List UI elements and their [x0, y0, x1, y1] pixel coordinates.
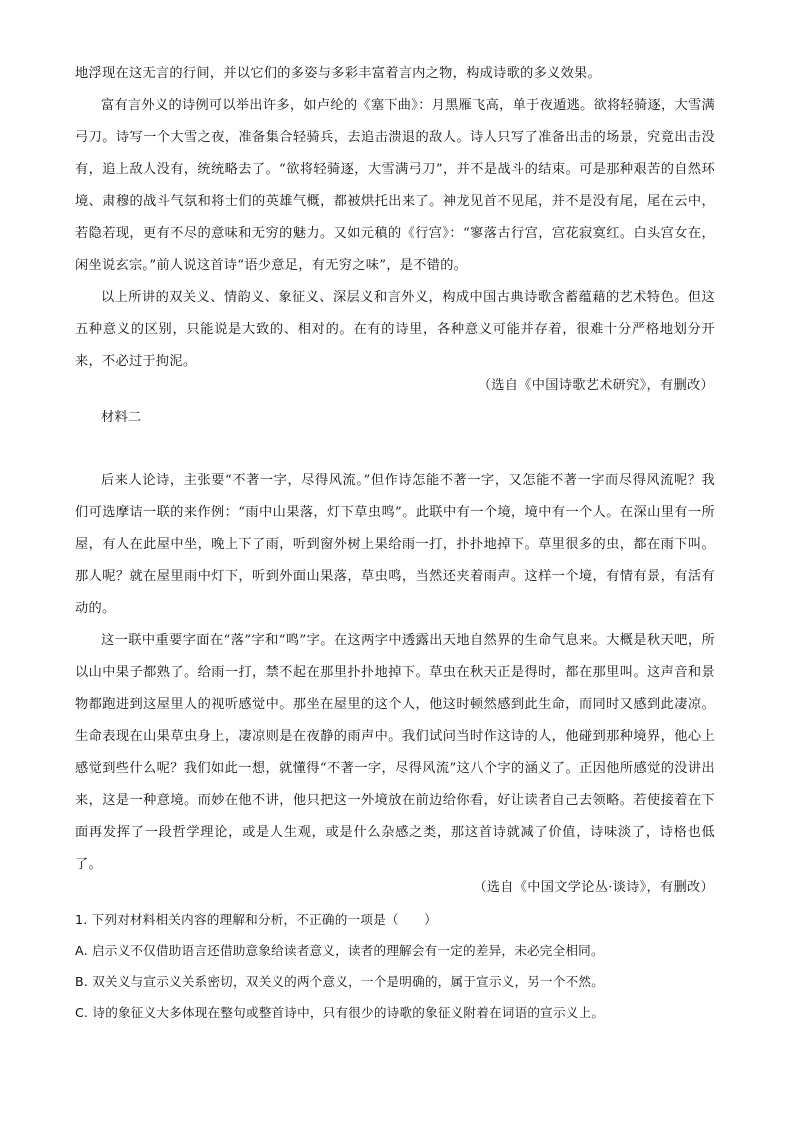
material-one-continued-paragraph: 地浮现在这无言的行间，并以它们的多姿与多彩丰富着言内之物，构成诗歌的多义效果。 — [75, 66, 602, 81]
material-one-source: （选自《中国诗歌艺术研究》，有删改） — [477, 378, 714, 393]
material-one-paragraph-summary: 以上所讲的双关义、情韵义、象征义、深层义和言外义，构成中国古典诗歌含蓄蕴藉的艺术特色。但这五种意义的区别，只能说是大致的、相对的。在有的诗里，各种意义可能并存着，很难十分严格地划分开来，不必过于拘泥。 — [75, 290, 715, 369]
question-stem: 1. 下列对材料相关内容的理解和分析，不正确的一项是（ ） — [75, 912, 438, 927]
material-one-paragraph-outer-meaning: 富有言外义的诗例可以举出许多，如卢纶的《塞下曲》：月黑雁飞高，单于夜遁逃。欲将轻骑逐，大雪满弓刀。诗写一个大雪之夜，准备集合轻骑兵，去追击溃退的敌人。诗人只写了准备出击的场景，究竟出击没有，追上敌人没有，统统略去了。“欲将轻骑逐，大雪满弓刀”，并不是战斗的结束。可是那种艰苦的自然环境、肃穆的战斗气氛和将士们的英雄气概，都被烘托出来了。神龙见首不见尾，并不是没有尾，尾在云中，若隐若现，更有不尽的意味和无穷的魅力。又如元稹的《行宫》：“寥落古行宫，宫花寂寞红。白头宫女在，闲坐说玄宗。”前人说这首诗“语少意足，有无穷之味”，是不错的。 — [75, 98, 715, 273]
question-option-a: A. 启示义不仅借助语言还借助意象给读者意义，读者的理解会有一定的差异，未必完全相同。 — [75, 943, 604, 958]
material-two-source: （选自《中国文学论丛·谈诗》，有删改） — [473, 880, 714, 895]
material-two-paragraph-analysis: 这一联中重要字面在“落”字和“鸣”字。在这两字中透露出天地自然界的生命气息来。大概是秋天吧，所以山中果子都熟了。给雨一打，禁不起在那里扑扑地掉下。草虫在秋天正是得时，都在那里叫。这声音和景物都跑进到这屋里人的视听感觉中。那坐在屋里的这个人，他这时顿然感到此生命，而同时又感到此凄凉。生命表现在山果草虫身上，凄凉则是在夜静的雨声中。我们试问当时作这诗的人，他碰到那种境界，他心上感觉到些什么呢？我们如此一想，就懂得“不著一字，尽得风流”这八个字的涵义了。正因他所感觉的没讲出来，这是一种意境。而妙在他不讲，他只把这一外境放在前边给你看，好让读者自己去领略。若使接着在下面再发挥了一段哲学理论，或是人生观，或是什么杂感之类，那这首诗就减了价值，诗味淡了，诗格也低了。 — [75, 633, 715, 872]
question-option-c: C. 诗的象征义大多体现在整句或整首诗中，只有很少的诗歌的象征义附着在词语的宣示义上。 — [75, 1005, 605, 1020]
material-two-paragraph-poetry-example: 后来人论诗，主张要“不著一字，尽得风流。”但作诗怎能不著一字，又怎能不著一字而尽得风流呢？我们可选摩诘一联的来作例：“雨中山果落，灯下草虫鸣”。此联中有一个境，境中有一个人。在深山里有一所屋，有人在此屋中坐，晚上下了雨，听到窗外树上果给雨一打，扑扑地掉下。草里很多的虫，都在雨下叫。那人呢？就在屋里雨中灯下，听到外面山果落，草虫鸣，当然还夹着雨声。这样一个境，有情有景，有活有动的。 — [75, 473, 715, 616]
material-two-heading: 材料二 — [101, 410, 142, 425]
question-option-b: B. 双关义与宣示义关系密切，双关义的两个意义，一个是明确的，属于宣示义，另一个不然。 — [75, 974, 604, 989]
